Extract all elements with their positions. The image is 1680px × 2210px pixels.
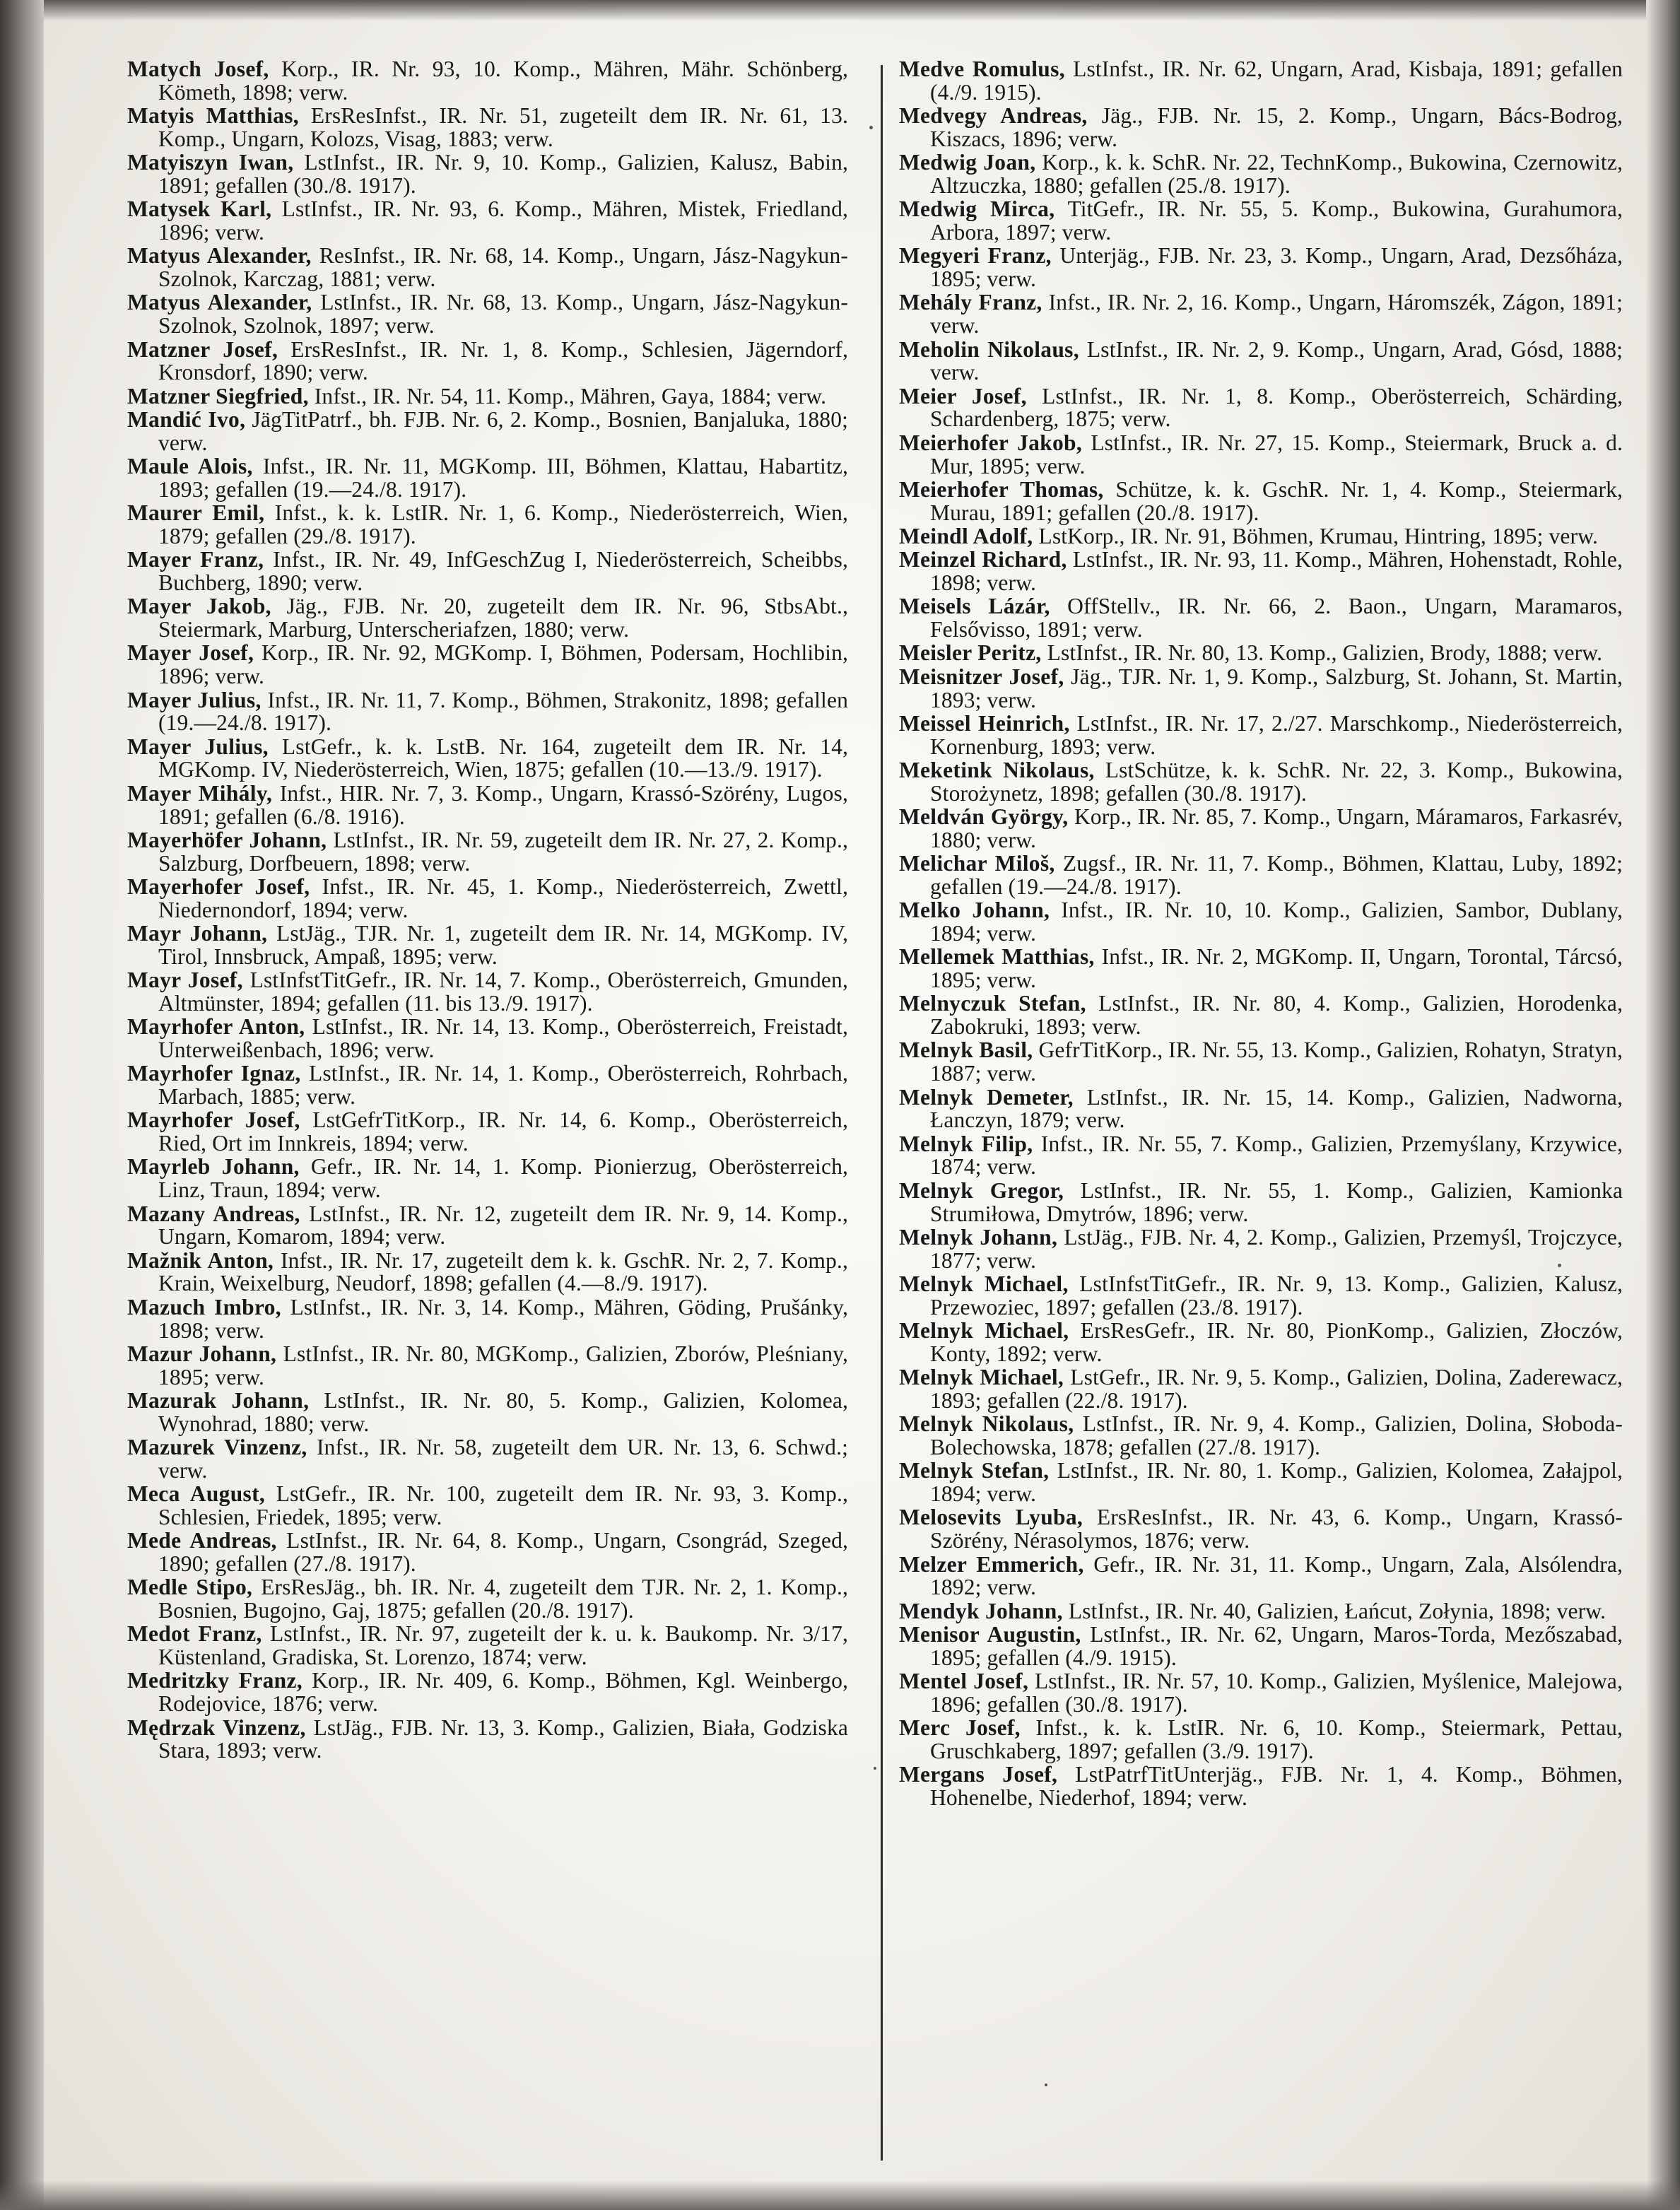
register-entry	[127, 736, 848, 782]
entry-details: Infst., IR. Nr. 2, 16. Komp., Ungarn, Háromszék, Zágon, 1891; verw.	[930, 290, 1623, 339]
entry-details: ErsResJäg., bh. IR. Nr. 4, zugeteilt dem TJR. Nr. 2, 1. Komp., Bosnien, Bugojno, Gaj, 1875; gefallen (20./8. 1917).	[158, 1575, 848, 1623]
entry-name: Maule Alois,	[127, 454, 253, 479]
entry-name: Mayer Mihály,	[127, 780, 273, 806]
entry-name: Mellemek Matthias,	[899, 944, 1095, 970]
register-entry	[127, 1436, 848, 1483]
register-entry	[127, 105, 848, 151]
register-entry	[127, 151, 848, 198]
entry-name: Medwig Joan,	[899, 150, 1036, 175]
register-entry	[127, 1717, 848, 1763]
entry-details: Infst., IR. Nr. 17, zugeteilt dem k. k. GschR. Nr. 2, 7. Komp., Krain, Weixelburg, Neudorf, 1898; gefallen (4.—8./9. 1917).	[158, 1247, 848, 1296]
entry-details: LstInfst., IR. Nr. 80, MGKomp., Galizien, Zborów, Pleśniany, 1895; verw.	[158, 1341, 848, 1389]
entry-details: Korp., IR. Nr. 93, 10. Komp., Mähren, Mähr. Schönberg, Kömeth, 1898; verw.	[158, 57, 848, 105]
register-entry	[899, 852, 1623, 899]
register-entry	[899, 1177, 1623, 1226]
entry-name: Melnyk Michael,	[899, 1318, 1069, 1344]
entry-details: ErsResInfst., IR. Nr. 43, 6. Komp., Ungarn, Krassó-Szörény, Nérasolymos, 1876; verw.	[930, 1505, 1623, 1553]
entry-details: LstPatrfTitUnterjäg., FJB. Nr. 1, 4. Komp., Böhmen, Hohenelbe, Niederhof, 1894; verw.	[930, 1762, 1623, 1810]
register-entry	[899, 1763, 1623, 1810]
entry-details: Gefr., IR. Nr. 31, 11. Komp., Ungarn, Zala, Alsólendra, 1892; verw.	[930, 1551, 1623, 1600]
print-speck	[1045, 2083, 1047, 2086]
entry-name: Megyeri Franz,	[899, 243, 1052, 269]
entry-details: LstInfst., IR. Nr. 97, zugeteilt der k. u. k. Baukomp. Nr. 3/17, Küstenland, Gradiska, St. Lorenzo, 1874; verw.	[158, 1621, 848, 1670]
entry-details: Jäg., TJR. Nr. 1, 9. Komp., Salzburg, St. Johann, St. Martin, 1893; verw.	[930, 664, 1623, 712]
register-entry	[899, 1670, 1623, 1717]
entry-name: Matych Josef,	[127, 57, 269, 81]
entry-name: Meisels Lázár,	[899, 594, 1050, 619]
entry-details: LstInfst., IR. Nr. 12, zugeteilt dem IR. Nr. 9, 14. Komp., Ungarn, Komarom, 1894; verw.	[158, 1201, 849, 1250]
entry-details: ResInfst., IR. Nr. 68, 14. Komp., Ungarn, Jász-Nagykun-Szolnok, Karczag, 1881; verw.	[158, 243, 848, 292]
entry-details: GefrTitKorp., IR. Nr. 55, 13. Komp., Galizien, Rohatyn, Stratyn, 1887; verw.	[930, 1038, 1623, 1086]
entry-name: Melichar Miloš,	[899, 851, 1055, 876]
register-entry	[899, 1319, 1623, 1366]
register-entry	[127, 385, 848, 409]
register-entry	[127, 1016, 848, 1062]
entry-details: ErsResInfst., IR. Nr. 1, 8. Komp., Schlesien, Jägerndorf, Kronsdorf, 1890; verw.	[158, 336, 848, 385]
register-entry	[127, 1109, 848, 1156]
register-entry	[899, 525, 1623, 548]
entry-name: Meierhofer Jakob,	[899, 430, 1083, 455]
entry-details: LstInfst., IR. Nr. 3, 14. Komp., Mähren, Göding, Prušánky, 1898; verw.	[158, 1294, 848, 1343]
entry-details: Gefr., IR. Nr. 14, 1. Komp. Pionierzug, Oberösterreich, Linz, Traun, 1894; verw.	[158, 1154, 848, 1203]
register-entry	[899, 642, 1623, 665]
register-entry	[899, 595, 1623, 642]
entry-name: Melnyk Michael,	[899, 1271, 1069, 1296]
entry-details: Unterjäg., FJB. Nr. 23, 3. Komp., Ungarn, Arad, Dezsőháza, 1895; verw.	[930, 243, 1623, 292]
entry-details: LstInfst., IR. Nr. 55, 1. Komp., Galizien, Kamionka Strumiłowa, Dmytrów, 1896; verw.	[930, 1177, 1623, 1226]
scan-shadow-right	[1646, 0, 1680, 2210]
entry-details: Infst., IR. Nr. 10, 10. Komp., Galizien, Sambor, Dublany, 1894; verw.	[930, 898, 1623, 946]
entry-name: Mazurek Vinzenz,	[127, 1435, 307, 1460]
register-entry	[127, 58, 848, 105]
entry-details: LstInfst., IR. Nr. 9, 4. Komp., Galizien, Dolina, Słoboda-Bolechowska, 1878; gefallen (27./8. 1917).	[930, 1411, 1623, 1460]
scan-shadow-left	[0, 0, 44, 2210]
entry-name: Melnyk Johann,	[899, 1224, 1058, 1250]
entry-details: LstInfst., IR. Nr. 59, zugeteilt dem IR. Nr. 27, 2. Komp., Salzburg, Dorfbeuern, 1898; verw.	[158, 827, 848, 876]
register-entry	[899, 1506, 1623, 1553]
entry-name: Mentel Josef,	[899, 1668, 1029, 1693]
entry-details: LstInfst., IR. Nr. 9, 10. Komp., Galizien, Kalusz, Babin, 1891; gefallen (30./8. 1917).	[158, 150, 848, 198]
entry-details: LstGefrTitKorp., IR. Nr. 14, 6. Komp., Oberösterreich, Ried, Ort im Innkreis, 1894; verw.	[158, 1107, 848, 1156]
entry-details: OffStellv., IR. Nr. 66, 2. Baon., Ungarn, Maramaros, Felsővisso, 1891; verw.	[930, 594, 1623, 642]
entry-details: LstInfst., IR. Nr. 93, 6. Komp., Mähren, Mistek, Friedland, 1896; verw.	[158, 196, 848, 245]
register-entry	[899, 1623, 1623, 1670]
register-entry	[127, 245, 848, 291]
entry-name: Mayer Julius,	[127, 734, 269, 759]
register-entry	[899, 432, 1623, 478]
entry-name: Mayer Josef,	[127, 640, 254, 666]
entry-name: Melnyk Demeter,	[899, 1084, 1074, 1110]
entry-name: Meierhofer Thomas,	[899, 476, 1104, 502]
entry-details: Infst., IR. Nr. 49, InfGeschZug I, Niederösterreich, Scheibbs, Buchberg, 1890; verw.	[158, 547, 849, 596]
register-entry	[899, 1133, 1623, 1180]
entry-name: Mergans Josef,	[899, 1762, 1058, 1787]
entry-details: ErsResGefr., IR. Nr. 80, PionKomp., Galizien, Złoczów, Konty, 1892; verw.	[930, 1318, 1623, 1366]
register-entry	[899, 712, 1623, 759]
entry-details: JägTitPatrf., bh. FJB. Nr. 6, 2. Komp., Bosnien, Banjaluka, 1880; verw.	[158, 406, 848, 455]
entry-details: Korp., IR. Nr. 409, 6. Komp., Böhmen, Kgl. Weinbergo, Rodejovice, 1876; verw.	[158, 1668, 848, 1717]
register-entry	[899, 666, 1623, 712]
entry-name: Melnyk Nikolaus,	[899, 1411, 1074, 1437]
entry-details: LstInfst., IR. Nr. 62, Ungarn, Maros-Torda, Mezőszabad, 1895; gefallen (4./9. 1915).	[930, 1621, 1623, 1670]
entry-name: Meindl Adolf,	[899, 523, 1033, 548]
register-entry	[127, 1156, 848, 1202]
entry-details: LstInfst., IR. Nr. 2, 9. Komp., Ungarn, Arad, Gósd, 1888; verw.	[930, 336, 1623, 385]
register-entry	[127, 922, 848, 969]
register-entry	[127, 876, 848, 922]
entry-details: LstInfst., IR. Nr. 62, Ungarn, Arad, Kisbaja, 1891; gefallen (4./9. 1915).	[930, 57, 1623, 105]
register-entry	[127, 969, 848, 1016]
register-entry	[127, 1389, 848, 1436]
entry-name: Mayerhöfer Johann,	[127, 827, 327, 852]
entry-name: Meholin Nikolaus,	[899, 336, 1079, 362]
entry-details: Infst., k. k. LstIR. Nr. 6, 10. Komp., Steiermark, Pettau, Gruschkaberg, 1897; gefallen (3./9. 1917).	[930, 1715, 1623, 1763]
entry-name: Mayrhofer Josef,	[127, 1107, 300, 1133]
register-entry	[127, 198, 848, 245]
entry-name: Melnyk Michael,	[899, 1365, 1064, 1390]
right-column	[899, 58, 1623, 1810]
entry-name: Matyus Alexander,	[127, 243, 312, 269]
entry-name: Mayrleb Johann,	[127, 1154, 300, 1180]
register-entry	[899, 759, 1623, 806]
entry-details: Infst., HIR. Nr. 7, 3. Komp., Ungarn, Krassó-Szörény, Lugos, 1891; gefallen (6./8. 1916).	[158, 780, 848, 829]
entry-details: LstInfst., IR. Nr. 80, 4. Komp., Galizien, Horodenka, Zabokruki, 1893; verw.	[930, 991, 1623, 1040]
register-entry	[127, 1296, 848, 1343]
register-entry	[127, 642, 848, 688]
entry-details: LstInfst., IR. Nr. 14, 1. Komp., Oberösterreich, Rohrbach, Marbach, 1885; verw.	[158, 1061, 848, 1110]
entry-details: ErsResInfst., IR. Nr. 51, zugeteilt dem IR. Nr. 61, 13. Komp., Ungarn, Kolozs, Visag, 1883; verw.	[158, 103, 849, 151]
left-column	[127, 58, 848, 1763]
entry-details: LstGefr., IR. Nr. 9, 5. Komp., Galizien, Dolina, Zaderewacz, 1893; gefallen (22./8. 1917).	[930, 1365, 1623, 1413]
entry-name: Maurer Emil,	[127, 500, 265, 526]
entry-details: LstInfst., IR. Nr. 68, 13. Komp., Ungarn, Jász-Nagykun-Szolnok, Szolnok, 1897; verw.	[158, 290, 848, 339]
entry-details: LstInfst., IR. Nr. 40, Galizien, Łańcut, Zołynia, 1898; verw.	[1062, 1598, 1606, 1623]
entry-name: Mazurak Johann,	[127, 1387, 310, 1413]
entry-details: Schütze, k. k. GschR. Nr. 1, 4. Komp., Steiermark, Murau, 1891; gefallen (20./8. 1917).	[930, 476, 1623, 525]
entry-name: Meldván György,	[899, 804, 1069, 829]
column-divider	[881, 65, 883, 2161]
print-speck	[1558, 1264, 1561, 1267]
register-entry	[127, 291, 848, 338]
entry-name: Mandić Ivo,	[127, 406, 246, 432]
entry-details: LstJäg., FJB. Nr. 13, 3. Komp., Galizien, Biała, Godziska Stara, 1893; verw.	[158, 1715, 848, 1763]
register-entry	[899, 105, 1623, 151]
entry-name: Mede Andreas,	[127, 1528, 277, 1553]
entry-name: Mayer Julius,	[127, 687, 262, 712]
register-entry	[899, 548, 1623, 595]
entry-name: Meissel Heinrich,	[899, 710, 1070, 736]
scan-shadow-bottom	[0, 2180, 1680, 2210]
entry-name: Mehály Franz,	[899, 290, 1042, 315]
entry-name: Matyus Alexander,	[127, 290, 312, 315]
scan-shadow-top	[0, 0, 1680, 21]
entry-details: LstJäg., TJR. Nr. 1, zugeteilt dem IR. Nr. 14, MGKomp. IV, Tirol, Innsbruck, Ampaß, 1895; verw.	[158, 920, 848, 969]
entry-name: Melnyk Filip,	[899, 1131, 1033, 1156]
entry-name: Melosevits Lyuba,	[899, 1505, 1083, 1530]
entry-name: Matyis Matthias,	[127, 103, 299, 129]
entry-details: Korp., IR. Nr. 85, 7. Komp., Ungarn, Máramaros, Farkasrév, 1880; verw.	[930, 804, 1623, 852]
entry-details: Infst., IR. Nr. 55, 7. Komp., Galizien, Przemyślany, Krzywice, 1874; verw.	[930, 1131, 1623, 1180]
register-entry	[899, 1459, 1623, 1506]
entry-details: LstInfst., IR. Nr. 17, 2./27. Marschkomp., Niederösterreich, Kornenburg, 1893; verw.	[930, 710, 1623, 759]
entry-name: Meca August,	[127, 1481, 266, 1507]
register-entry	[127, 406, 848, 455]
entry-details: Infst., k. k. LstIR. Nr. 1, 6. Komp., Niederösterreich, Wien, 1879; gefallen (29./8. 1917).	[158, 500, 848, 548]
entry-name: Mažnik Anton,	[127, 1247, 274, 1273]
register-entry	[127, 1343, 848, 1389]
register-entry	[127, 1203, 848, 1250]
entry-name: Mazany Andreas,	[127, 1201, 300, 1226]
entry-details: LstJäg., FJB. Nr. 4, 2. Komp., Galizien, Przemyśl, Trojczyce, 1877; verw.	[930, 1224, 1623, 1273]
entry-details: Infst., IR. Nr. 58, zugeteilt dem UR. Nr. 13, 6. Schwd.; verw.	[158, 1435, 849, 1483]
entry-name: Mayrhofer Ignaz,	[127, 1061, 301, 1086]
entry-details: LstInfst., IR. Nr. 1, 8. Komp., Oberösterreich, Schärding, Schardenberg, 1875; verw.	[930, 383, 1623, 432]
entry-details: TitGefr., IR. Nr. 55, 5. Komp., Bukowina, Gurahumora, Arbora, 1897; verw.	[930, 196, 1623, 245]
register-entry	[127, 1576, 848, 1623]
print-speck	[874, 1767, 876, 1770]
entry-details: LstInfst., IR. Nr. 57, 10. Komp., Galizien, Myślenice, Malejowa, 1896; gefallen (30./8. 1917).	[930, 1668, 1623, 1717]
entry-details: LstInfst., IR. Nr. 14, 13. Komp., Oberösterreich, Freistadt, Unterweißenbach, 1896; verw.	[158, 1014, 849, 1062]
entry-details: Korp., IR. Nr. 92, MGKomp. I, Böhmen, Podersam, Hochlibin, 1896; verw.	[158, 640, 848, 689]
entry-details: Jäg., FJB. Nr. 20, zugeteilt dem IR. Nr. 96, StbsAbt., Steiermark, Marburg, Unterscheriafzen, 1880; verw.	[158, 594, 848, 642]
register-entry	[899, 1273, 1623, 1319]
register-entry	[127, 1247, 848, 1296]
register-entry	[899, 291, 1623, 338]
entry-name: Mayr Johann,	[127, 920, 268, 946]
register-entry	[899, 336, 1623, 385]
entry-name: Mazuch Imbro,	[127, 1294, 281, 1319]
entry-details: Jäg., FJB. Nr. 15, 2. Komp., Ungarn, Bács-Bodrog, Kiszacs, 1896; verw.	[930, 103, 1623, 151]
entry-details: Infst., IR. Nr. 11, 7. Komp., Böhmen, Strakonitz, 1898; gefallen (19.—24./8. 1917).	[158, 687, 848, 736]
entry-name: Menisor Augustin,	[899, 1621, 1081, 1647]
register-entry	[899, 806, 1623, 852]
entry-name: Mayr Josef,	[127, 968, 243, 993]
register-entry	[899, 1553, 1623, 1600]
entry-details: LstGefr., k. k. LstB. Nr. 164, zugeteilt dem IR. Nr. 14, MGKomp. IV, Niederösterreich, Wien, 1875; gefallen (10.—13./9. 1917).	[158, 734, 849, 782]
register-entry	[127, 336, 848, 385]
register-entry	[899, 1086, 1623, 1133]
entry-name: Matzner Josef,	[127, 336, 278, 362]
entry-name: Mayerhofer Josef,	[127, 874, 310, 899]
entry-name: Merc Josef,	[899, 1715, 1021, 1741]
entry-name: Matyiszyn Iwan,	[127, 150, 294, 175]
entry-name: Medve Romulus,	[899, 57, 1065, 81]
entry-name: Matysek Karl,	[127, 196, 272, 222]
register-entry	[899, 198, 1623, 245]
register-entry	[899, 1600, 1623, 1623]
register-entry	[127, 1669, 848, 1716]
register-entry	[899, 1226, 1623, 1273]
register-entry	[899, 1039, 1623, 1086]
register-entry	[127, 502, 848, 548]
entry-details: LstKorp., IR. Nr. 91, Böhmen, Krumau, Hintring, 1895; verw.	[1033, 523, 1599, 548]
register-entry	[127, 548, 848, 595]
entry-details: LstInfst., IR. Nr. 80, 5. Komp., Galizien, Kolomea, Wynohrad, 1880; verw.	[158, 1387, 848, 1436]
register-entry	[899, 58, 1623, 105]
register-entry	[127, 829, 848, 876]
entry-name: Medritzky Franz,	[127, 1668, 302, 1693]
entry-name: Meketink Nikolaus,	[899, 757, 1095, 782]
register-entry	[899, 899, 1623, 946]
register-entry	[127, 1623, 848, 1669]
register-entry	[127, 1483, 848, 1529]
print-speck	[869, 126, 873, 129]
entry-name: Mazur Johann,	[127, 1341, 277, 1366]
entry-name: Melnyk Basil,	[899, 1038, 1033, 1063]
entry-details: Infst., IR. Nr. 54, 11. Komp., Mähren, Gaya, 1884; verw.	[308, 383, 827, 409]
register-entry	[899, 151, 1623, 198]
entry-details: LstInfstTitGefr., IR. Nr. 9, 13. Komp., Galizien, Kalusz, Przewoziec, 1897; gefallen (23./8. 1917).	[930, 1271, 1623, 1319]
entry-details: Infst., IR. Nr. 45, 1. Komp., Niederösterreich, Zwettl, Niedernondorf, 1894; verw.	[158, 874, 848, 922]
entry-name: Meier Josef,	[899, 383, 1027, 409]
entry-name: Meisler Peritz,	[899, 640, 1042, 666]
register-entry	[127, 689, 848, 736]
entry-details: LstInfst., IR. Nr. 64, 8. Komp., Ungarn, Csongrád, Szeged, 1890; gefallen (27./8. 1917).	[158, 1528, 849, 1576]
entry-details: LstInfst., IR. Nr. 80, 1. Komp., Galizien, Kolomea, Załajpol, 1894; verw.	[930, 1458, 1623, 1507]
register-entry	[899, 1413, 1623, 1459]
entry-name: Mayer Jakob,	[127, 594, 271, 619]
register-entry	[127, 782, 848, 829]
register-entry	[899, 385, 1623, 432]
entry-details: LstInfstTitGefr., IR. Nr. 14, 7. Komp., Oberösterreich, Gmunden, Altmünster, 1894; gefallen (11. bis 13./9. 1917).	[158, 968, 848, 1016]
register-entry	[899, 992, 1623, 1039]
entry-details: LstInfst., IR. Nr. 27, 15. Komp., Steiermark, Bruck a. d. Mur, 1895; verw.	[930, 430, 1623, 478]
entry-details: Korp., k. k. SchR. Nr. 22, TechnKomp., Bukowina, Czernowitz, Altzuczka, 1880; gefallen (25./8. 1917).	[930, 150, 1623, 198]
register-entry	[127, 595, 848, 642]
register-entry	[899, 946, 1623, 992]
entry-name: Melnyk Gregor,	[899, 1177, 1064, 1203]
register-entry	[899, 245, 1623, 291]
entry-name: Melnyk Stefan,	[899, 1458, 1050, 1483]
register-entry	[899, 478, 1623, 525]
entry-details: LstSchütze, k. k. SchR. Nr. 22, 3. Komp., Bukowina, Storożynetz, 1898; gefallen (30./8. 1917).	[930, 757, 1623, 806]
register-entry	[127, 455, 848, 502]
entry-details: LstInfst., IR. Nr. 80, 13. Komp., Galizien, Brody, 1888; verw.	[1041, 640, 1603, 666]
entry-name: Medle Stipo,	[127, 1575, 253, 1600]
register-entry	[127, 1529, 848, 1576]
register-entry	[899, 1717, 1623, 1763]
entry-name: Meisnitzer Josef,	[899, 664, 1064, 689]
entry-details: LstInfst., IR. Nr. 15, 14. Komp., Galizien, Nadworna, Łanczyn, 1879; verw.	[930, 1084, 1623, 1133]
entry-name: Matzner Siegfried,	[127, 383, 309, 409]
register-entry	[899, 1366, 1623, 1413]
entry-name: Melko Johann,	[899, 898, 1050, 923]
entry-name: Melzer Emmerich,	[899, 1551, 1084, 1577]
entry-details: Zugsf., IR. Nr. 11, 7. Komp., Böhmen, Klattau, Luby, 1892; gefallen (19.—24./8. 1917).	[930, 851, 1623, 899]
entry-details: Infst., IR. Nr. 11, MGKomp. III, Böhmen, Klattau, Habartitz, 1893; gefallen (19.—24./8. 1917).	[158, 454, 849, 502]
entry-name: Mayer Franz,	[127, 547, 264, 572]
entry-name: Meinzel Richard,	[899, 547, 1067, 572]
entry-details: LstGefr., IR. Nr. 100, zugeteilt dem IR. Nr. 93, 3. Komp., Schlesien, Friedek, 1895; verw.	[158, 1481, 848, 1529]
entry-name: Medwig Mirca,	[899, 196, 1055, 222]
entry-name: Mendyk Johann,	[899, 1598, 1063, 1623]
entry-name: Medvegy Andreas,	[899, 103, 1088, 129]
entry-name: Mayrhofer Anton,	[127, 1014, 305, 1040]
entry-name: Medot Franz,	[127, 1621, 262, 1647]
entry-details: Infst., IR. Nr. 2, MGKomp. II, Ungarn, Torontal, Tárcsó, 1895; verw.	[930, 944, 1623, 993]
entry-name: Mędrzak Vinzenz,	[127, 1715, 306, 1740]
register-entry	[127, 1062, 848, 1109]
entry-details: LstInfst., IR. Nr. 93, 11. Komp., Mähren, Hohenstadt, Rohle, 1898; verw.	[930, 547, 1623, 596]
entry-name: Melnyczuk Stefan,	[899, 991, 1086, 1016]
